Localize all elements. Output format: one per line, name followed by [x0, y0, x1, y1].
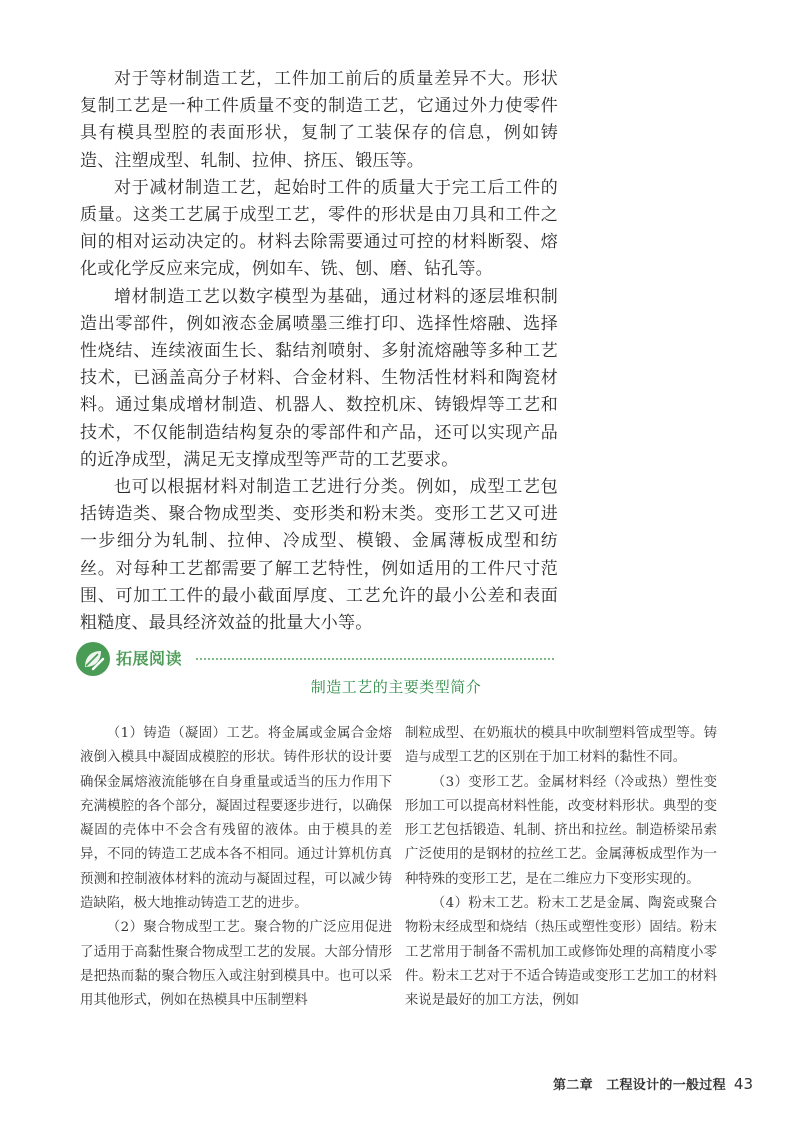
main-text: [80, 66, 558, 637]
column-paragraph: （3）变形工艺。金属材料经（冷或热）塑性变形加工可以提高材料性能，改变材料形状。典型的变形工艺包括锻造、轧制、挤出和拉丝。制造桥梁吊索广泛使用的是钢材的拉丝工艺。金属薄板成型作为一种特殊的变形工艺，是在二维应力下变形实现的。: [405, 774, 717, 887]
paragraph: 对于等材制造工艺，工件加工前后的质量差异不大。形状复制工艺是一种工件质量不变的制造工艺，它通过外力使零件具有模具型腔的表面形状，复制了工装保存的信息，例如铸造、注塑成型、轧制、拉伸、挤压、锻压等。: [80, 69, 558, 171]
column-paragraph: （2）聚合物成型工艺。聚合物的广泛应用促进了适用于高黏性聚合物成型工艺的发展。大部分情形是把热而黏的聚合物压入或注射到模具中。也可以采用其他形式，例如在热模具中压制塑料: [80, 920, 392, 1009]
leaf-pen-icon: [76, 642, 110, 676]
column-paragraph: （1）铸造（凝固）工艺。将金属或金属合金熔液倒入模具中凝固成模腔的形状。铸件形状的设计要确保金属熔液流能够在自身重量或适当的压力作用下充满模腔的各个部分，凝固过程要逐步进行，以确保凝固的壳体中不会含有残留的液体。由于模具的差异，不同的铸造工艺成本各不相同。通过计算机仿真预测和控制液体材料的流动与凝固过程，可以减少铸造缺陷，极大地推动铸造工艺的进步。: [80, 726, 392, 912]
chapter-title: 第二章 工程设计的一般过程: [553, 1078, 726, 1093]
extended-reading-title: 制造工艺的主要类型简介: [310, 678, 482, 696]
column-paragraph: 制粒成型、在奶瓶状的模具中吹制塑料管成型等。铸造与成型工艺的区别在于加工材料的黏性不同。: [405, 726, 717, 766]
column-paragraph: （4）粉末工艺。粉末工艺是金属、陶瓷或聚合物粉末经成型和烧结（热压或塑性变形）固结。粉末工艺常用于制备不需机加工或修饰处理的高精度小零件。粉末工艺对于不适合铸造或变形工艺加工的材料来说是最好的加工方法，例如: [405, 896, 717, 1009]
extended-reading-label: 拓展阅读: [116, 649, 183, 668]
dotted-divider: [196, 658, 554, 660]
paragraph: 也可以根据材料对制造工艺进行分类。例如，成型工艺包括铸造类、聚合物成型类、变形类和粉末类。变形工艺又可进一步细分为轧制、拉伸、冷成型、模锻、金属薄板成型和纺丝。对每种工艺都需要了解工艺特性，例如适用的工件尺寸范围、可加工工件的最小截面厚度、工艺允许的最小公差和表面粗糙度、最具经济效益的批量大小等。: [80, 477, 558, 634]
paragraph: 增材制造工艺以数字模型为基础，通过材料的逐层堆积制造出零部件，例如液态金属喷墨三维打印、选择性熔融、选择性烧结、连续液面生长、黏结剂喷射、多射流熔融等多种工艺技术，已涵盖高分子材料、合金材料、生物活性材料和陶瓷材料。通过集成增材制造、机器人、数控机床、铸锻焊等工艺和技术，不仅能制造结构复杂的零部件和产品，还可以实现产品的近净成型，满足无支撑成型等严苛的工艺要求。: [80, 286, 558, 470]
left-column: [80, 722, 392, 1014]
page-footer: [553, 1074, 753, 1093]
page-number: 43: [733, 1075, 753, 1093]
right-column: [405, 722, 717, 1014]
extended-reading-header: [76, 640, 554, 680]
paragraph: 对于减材制造工艺，起始时工件的质量大于完工后工件的质量。这类工艺属于成型工艺，零件的形状是由刀具和工件之间的相对运动决定的。材料去除需要通过可控的材料断裂、熔化或化学反应来完成，例如车、铣、刨、磨、钻孔等。: [80, 177, 558, 280]
